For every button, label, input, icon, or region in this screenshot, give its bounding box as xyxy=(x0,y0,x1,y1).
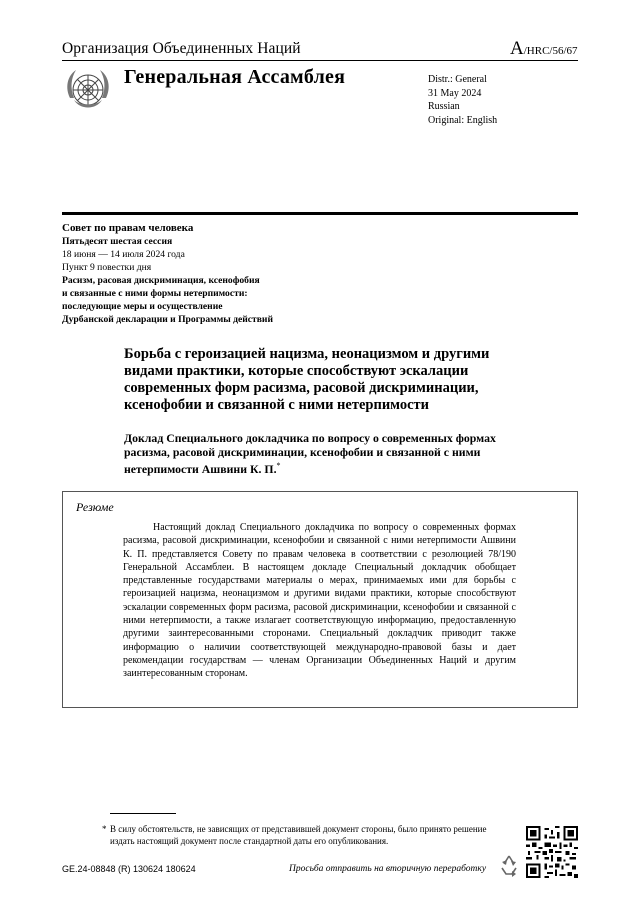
footnote-rule xyxy=(110,813,176,814)
footnote xyxy=(102,823,495,847)
header-rule xyxy=(62,60,578,61)
session-line: Пятьдесят шестая сессия xyxy=(62,236,173,247)
report-subtitle-text: Доклад Специального докладчика по вопросу о современных формах расизма, расовой дискриминации, ксенофобии и связанной с ними нетерпимости Ашвини К. П. xyxy=(124,431,496,476)
council-name: Совет по правам человека xyxy=(62,222,194,234)
recycle-icon xyxy=(498,853,520,877)
thick-rule xyxy=(62,212,578,215)
symbol-rest: /HRC/56/67 xyxy=(523,45,578,57)
recycle-notice: Просьба отправить на вторичную переработку xyxy=(289,864,487,874)
footnote-reference[interactable]: * xyxy=(276,461,281,470)
distribution-block xyxy=(428,73,497,127)
agenda-line: и связанные с ними формы нетерпимости: xyxy=(62,288,248,299)
footnote-mark: * xyxy=(102,824,107,834)
council-block xyxy=(62,222,273,326)
footnote-text: В силу обстоятельств, не зависящих от представившей документ стороны, было принято решение издать настоящий документ после стандартной даты его опубликования. xyxy=(110,824,487,846)
agenda-item: Пункт 9 повестки дня xyxy=(62,262,152,273)
summary-paragraph: Настоящий доклад Специального докладчика по вопросу о современных формах расизма, расовой дискриминации, ксенофобии и связанной с ними нетерпимости Ашвини К. П. представляется Совету по правам человека в соответствии с резолюцией 78/190 Генеральной Ассамблеи. В настоящем докладе Специальный докладчик обобщает представленные государствами материалы о мерах, принимаемых ими для борьбы с героизацией нацизма, неонацизмом и другими видами практики, которые способствуют эскалации современных форм расизма, расовой дискриминации, ксенофобии и связанной с ними нетерпимости, а также излагает соответствующую информацию, предоставленную другими заинтересованными сторонами. Специальный докладчик приводит также информацию о наличии соответствующей международно-правовой базы и дает рекомендации государствам — членам Организации Объединенных Наций и другим заинтересованным сторонам. xyxy=(123,522,516,680)
report-title: Борьба с героизацией нацизма, неонацизмом и другими видами практики, которые способствуют эскалации современных форм расизма, расовой дискриминации, ксенофобии и связанной с ними нетерпимости xyxy=(124,346,490,413)
document-symbol xyxy=(510,38,578,60)
summary-heading: Резюме xyxy=(76,500,114,514)
distr-line: Distr.: General xyxy=(428,74,487,85)
job-number: GE.24-08848 (R) 130624 180624 xyxy=(62,864,196,874)
symbol-letter: A xyxy=(510,38,524,59)
report-subtitle xyxy=(124,431,524,476)
agenda-line: Расизм, расовая дискриминация, ксенофобия xyxy=(62,275,260,286)
original-line: Original: English xyxy=(428,114,498,126)
un-emblem-icon xyxy=(62,66,114,118)
language-line: Russian xyxy=(428,101,460,113)
organization-name: Организация Объединенных Наций xyxy=(62,40,301,57)
general-assembly-title: Генеральная Ассамблея xyxy=(124,66,346,88)
agenda-line: Дурбанской декларации и Программы действий xyxy=(62,314,273,325)
date-line: 31 May 2024 xyxy=(428,87,482,99)
session-dates: 18 июня — 14 июля 2024 года xyxy=(62,249,185,260)
qr-code-icon[interactable] xyxy=(526,826,578,878)
agenda-line: последующие меры и осуществление xyxy=(62,301,223,312)
